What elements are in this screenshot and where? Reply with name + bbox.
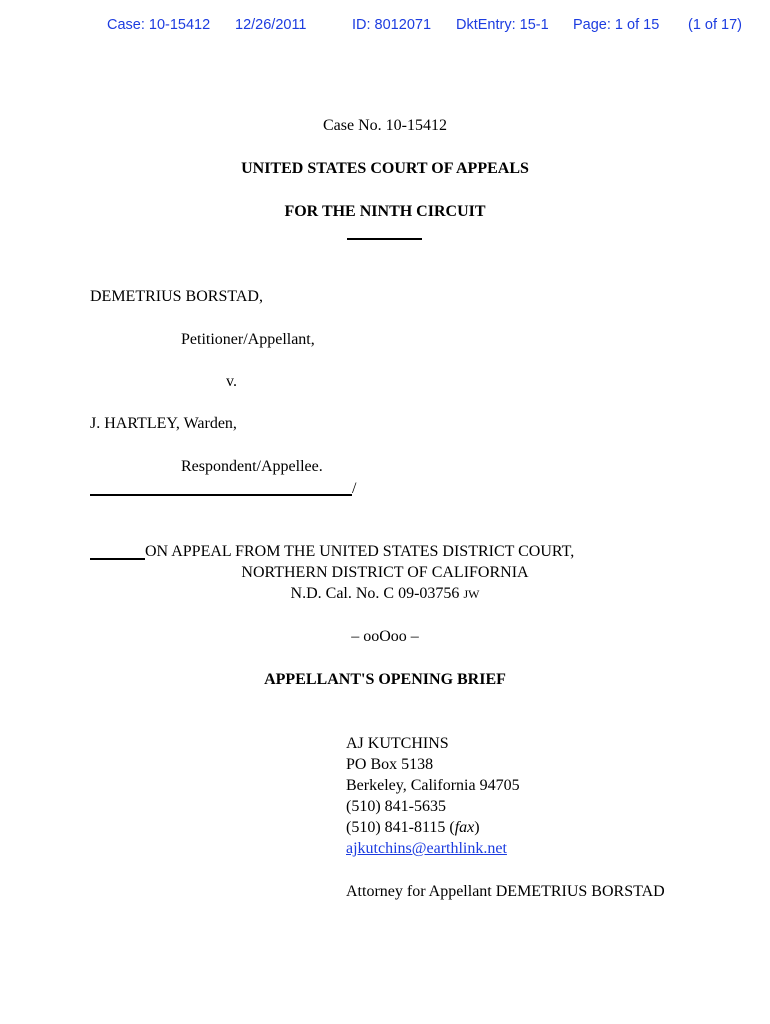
attorney-fax — [346, 818, 480, 838]
fax-number: (510) 841-8115 ( — [346, 819, 455, 836]
attorney-role: Attorney for Appellant DEMETRIUS BORSTAD — [346, 883, 665, 900]
fax-label: fax — [454, 819, 475, 836]
attorney-city: Berkeley, California 94705 — [346, 777, 520, 794]
header-date: 12/26/2011 — [235, 17, 307, 33]
appeal-leading-rule — [90, 558, 145, 560]
header-total-pages: (1 of 17) — [688, 17, 742, 33]
docket-header — [0, 17, 770, 37]
circuit-name: FOR THE NINTH CIRCUIT — [284, 203, 486, 220]
header-case: Case: 10-15412 — [107, 17, 211, 33]
judge-initials: JW — [463, 587, 480, 601]
versus-text: v. — [226, 373, 237, 390]
appeal-line-3 — [0, 584, 770, 604]
attorney-po-box: PO Box 5138 — [346, 756, 434, 773]
caption-slash: / — [352, 480, 357, 497]
appeal-line-2: NORTHERN DISTRICT OF CALIFORNIA — [241, 564, 529, 581]
attorney-email-link[interactable]: ajkutchins@earthlink.net — [346, 840, 507, 857]
court-name: UNITED STATES COURT OF APPEALS — [241, 160, 529, 177]
district-case-number: N.D. Cal. No. C 09-03756 — [290, 585, 460, 602]
respondent-role: Respondent/Appellee. — [181, 458, 323, 475]
fax-close: ) — [474, 819, 480, 836]
caption-rule — [90, 494, 352, 496]
attorney-phone: (510) 841-5635 — [346, 798, 446, 815]
separator: – ooOoo – — [351, 628, 419, 645]
case-number: Case No. 10-15412 — [323, 117, 447, 134]
appeal-line-1: ON APPEAL FROM THE UNITED STATES DISTRICT COURT, — [145, 543, 575, 560]
header-page: Page: 1 of 15 — [573, 17, 660, 33]
header-docket-entry: DktEntry: 15-1 — [456, 17, 549, 33]
title-underline — [347, 238, 422, 240]
attorney-name: AJ KUTCHINS — [346, 735, 449, 752]
petitioner-name: DEMETRIUS BORSTAD, — [90, 288, 263, 305]
header-id: ID: 8012071 — [352, 17, 432, 33]
brief-title: APPELLANT'S OPENING BRIEF — [264, 671, 506, 688]
petitioner-role: Petitioner/Appellant, — [181, 331, 315, 348]
respondent-name: J. HARTLEY, Warden, — [90, 415, 237, 432]
